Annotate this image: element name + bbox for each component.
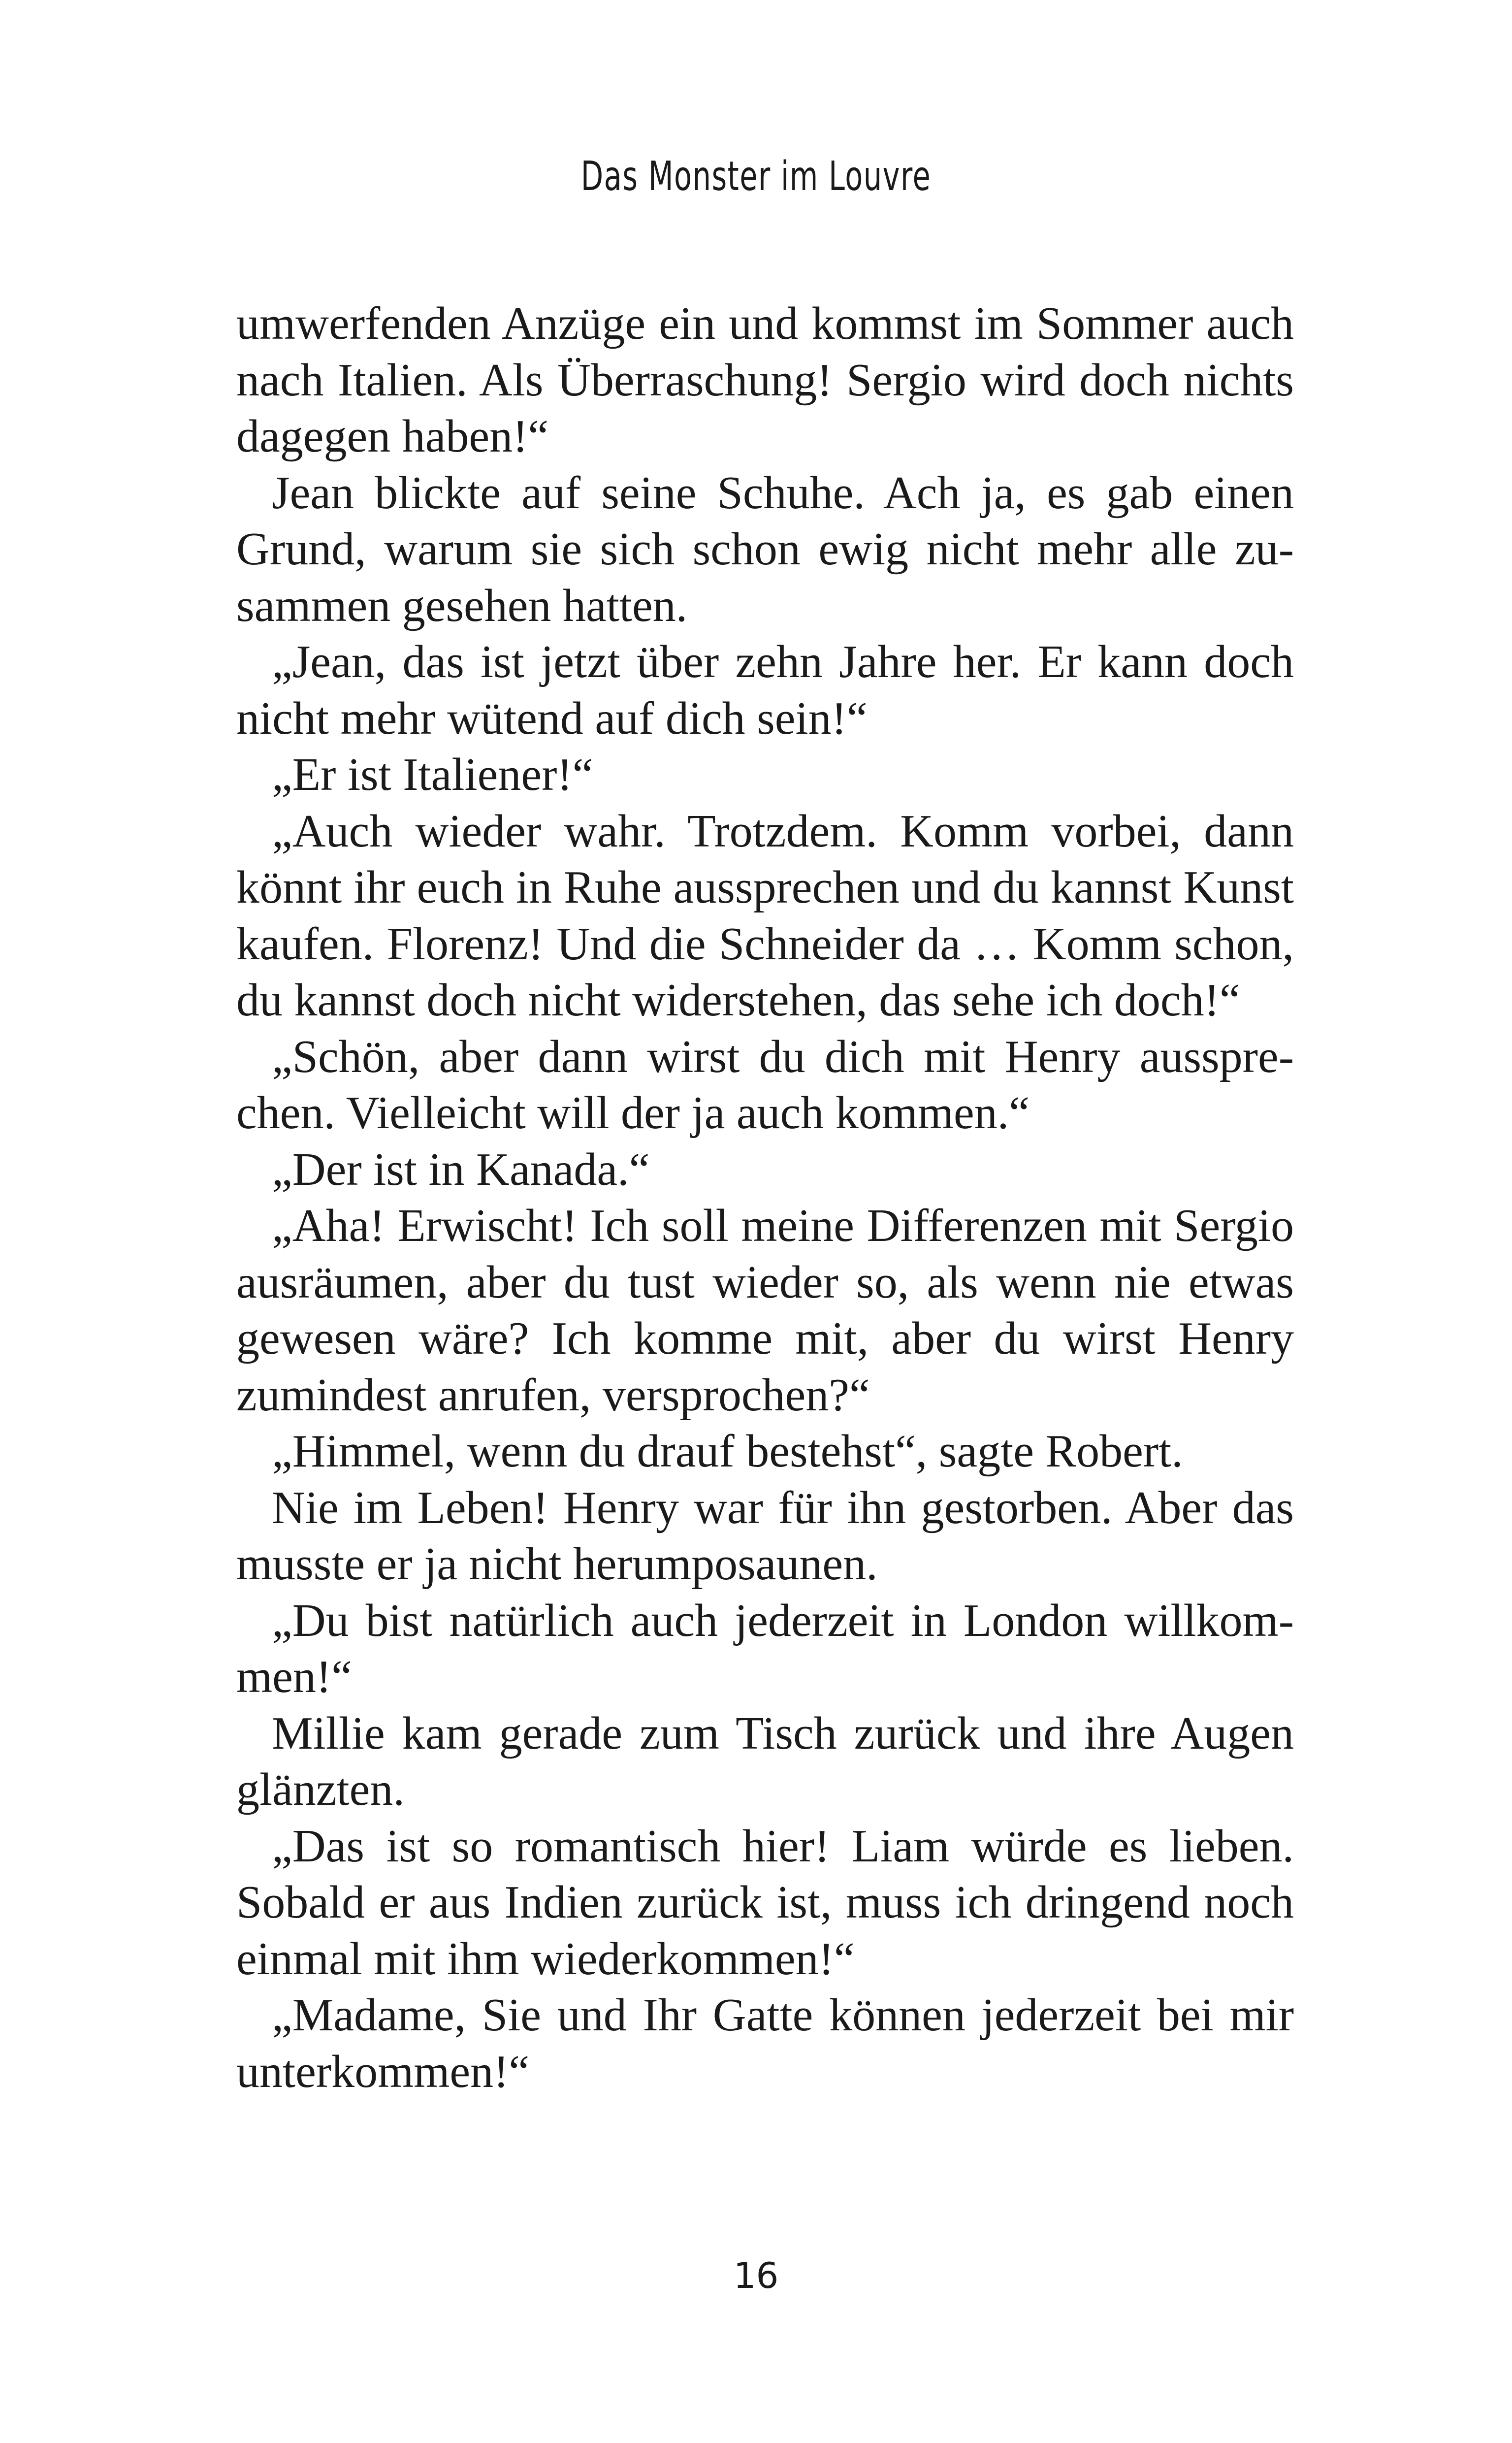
paragraph: „Jean, das ist jetzt über zehn Jahre her. Er kann doch nicht mehr wütend auf dich sein!“: [236, 636, 1294, 744]
paragraph: „Aha! Erwischt! Ich soll meine Differenzen mit Sergio ausräumen, aber du tust wieder so, als wenn nie etwas gewesen wäre? Ich komme mit, aber du wirst Henry zumindest anrufen, versprochen?“: [236, 1200, 1294, 1421]
paragraph: „Auch wieder wahr. Trotzdem. Komm vorbei, dann könnt ihr euch in Ruhe aussprechen und du kannst Kunst kaufen. Florenz! Und die Schneider da … Komm schon, du kannst doch nicht widerstehen, das sehe ich doch!“: [236, 805, 1294, 1026]
paragraph: umwerfenden Anzüge ein und kommst im Sommer auch nach Italien. Als Überraschung! Sergio wird doch nichts dagegen haben!“: [236, 298, 1294, 462]
paragraph: „Der ist in Kanada.“: [272, 1143, 650, 1195]
body-text: [236, 295, 1294, 2100]
paragraph: Jean blickte auf seine Schuhe. Ach ja, es gab einen Grund, warum sie sich schon ewig nicht mehr alle zusammen gesehen hatten.: [236, 467, 1294, 631]
paragraph: „Er ist Italiener!“: [272, 749, 593, 800]
paragraph: „Schön, aber dann wirst du dich mit Henry aussprechen. Vielleicht will der ja auch kommen.“: [236, 1031, 1294, 1139]
paragraph: Nie im Leben! Henry war für ihn gestorben. Aber das musste er ja nicht herumposaunen.: [236, 1482, 1294, 1590]
paragraph: „Du bist natürlich auch jederzeit in London willkommen!“: [236, 1595, 1294, 1702]
paragraph: „Das ist so romantisch hier! Liam würde es lieben. Sobald er aus Indien zurück ist, muss ich dringend noch einmal mit ihm wiederkommen!“: [236, 1820, 1294, 1985]
paragraph: „Himmel, wenn du drauf bestehst“, sagte Robert.: [272, 1426, 1183, 1477]
paragraph: Millie kam gerade zum Tisch zurück und ihre Augen glänzten.: [236, 1707, 1294, 1815]
paragraph: „Madame, Sie und Ihr Gatte können jederzeit bei mir unterkommen!“: [236, 1989, 1294, 2097]
running-title: Das Monster im Louvre: [580, 153, 932, 200]
page-number: 16: [733, 2255, 779, 2296]
